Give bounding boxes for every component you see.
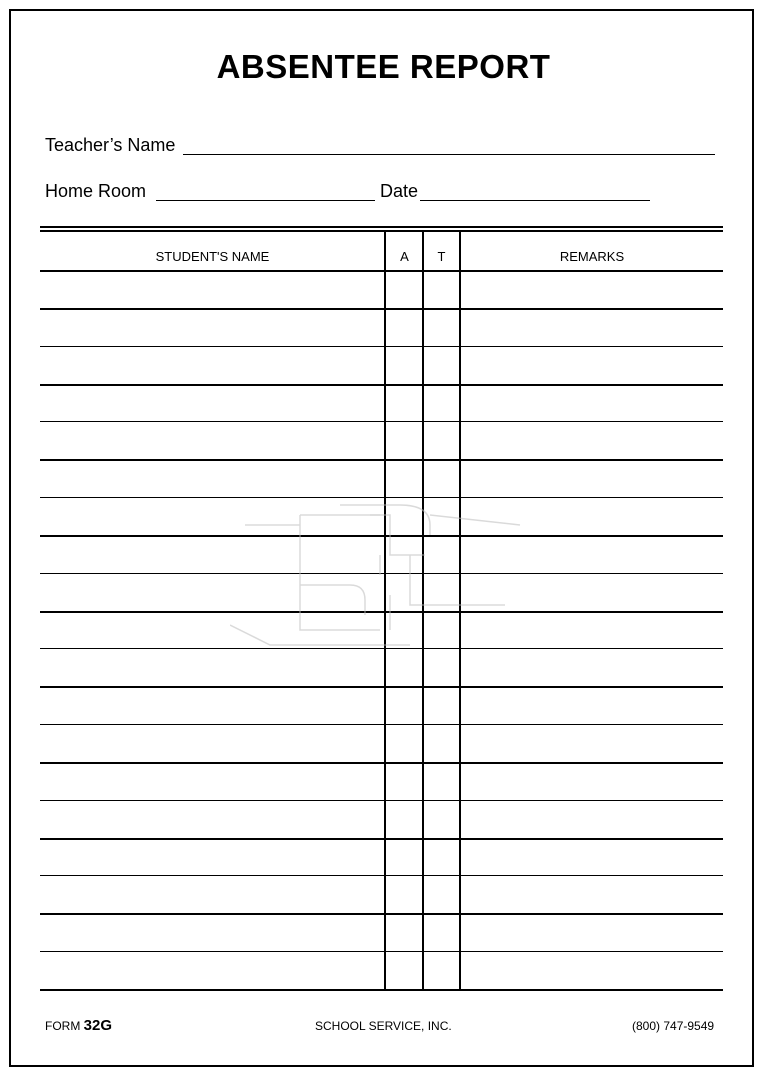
column-header-absent: A: [400, 249, 409, 264]
table-row-line: [40, 573, 723, 574]
home-room-label: Home Room: [45, 181, 147, 201]
table-row-line: [40, 648, 723, 649]
table-row-line: [40, 535, 723, 537]
teacher-name-label: Teacher’s Name: [45, 135, 176, 155]
column-header-remarks: REMARKS: [559, 249, 625, 264]
teacher-name-field[interactable]: [183, 154, 715, 155]
table-row-line: [40, 838, 723, 840]
table-row-line: [40, 762, 723, 764]
table-row-line: [40, 308, 723, 310]
column-header-tardy: T: [437, 249, 446, 264]
table-row-line: [40, 611, 723, 613]
form-number-value: 32G: [83, 1017, 113, 1034]
date-field[interactable]: [420, 200, 650, 201]
column-header-student-name: STUDENT'S NAME: [155, 249, 270, 264]
table-row-line: [40, 800, 723, 801]
table-row-line: [40, 384, 723, 386]
table-row-line: [40, 724, 723, 725]
phone-number: (800) 747-9549: [632, 1019, 715, 1033]
date-label: Date: [380, 181, 419, 201]
form-border: [9, 9, 754, 1067]
table-row-line: [40, 421, 723, 422]
home-room-field[interactable]: [156, 200, 375, 201]
company-name: SCHOOL SERVICE, INC.: [315, 1019, 452, 1033]
table-row-line: [40, 497, 723, 498]
table-row-line: [40, 913, 723, 915]
table-row-line: [40, 989, 723, 991]
table-row-line: [40, 686, 723, 688]
table-row-line: [40, 346, 723, 347]
table-row-line: [40, 951, 723, 952]
header-bottom-rule: [40, 270, 723, 272]
form-number: [45, 1017, 112, 1034]
form-prefix: FORM: [45, 1019, 81, 1033]
page-title: ABSENTEE REPORT: [216, 48, 551, 85]
table-top-rule: [40, 226, 723, 228]
table-row-line: [40, 459, 723, 461]
table-top-rule-inner: [40, 230, 723, 232]
table-row-line: [40, 875, 723, 876]
